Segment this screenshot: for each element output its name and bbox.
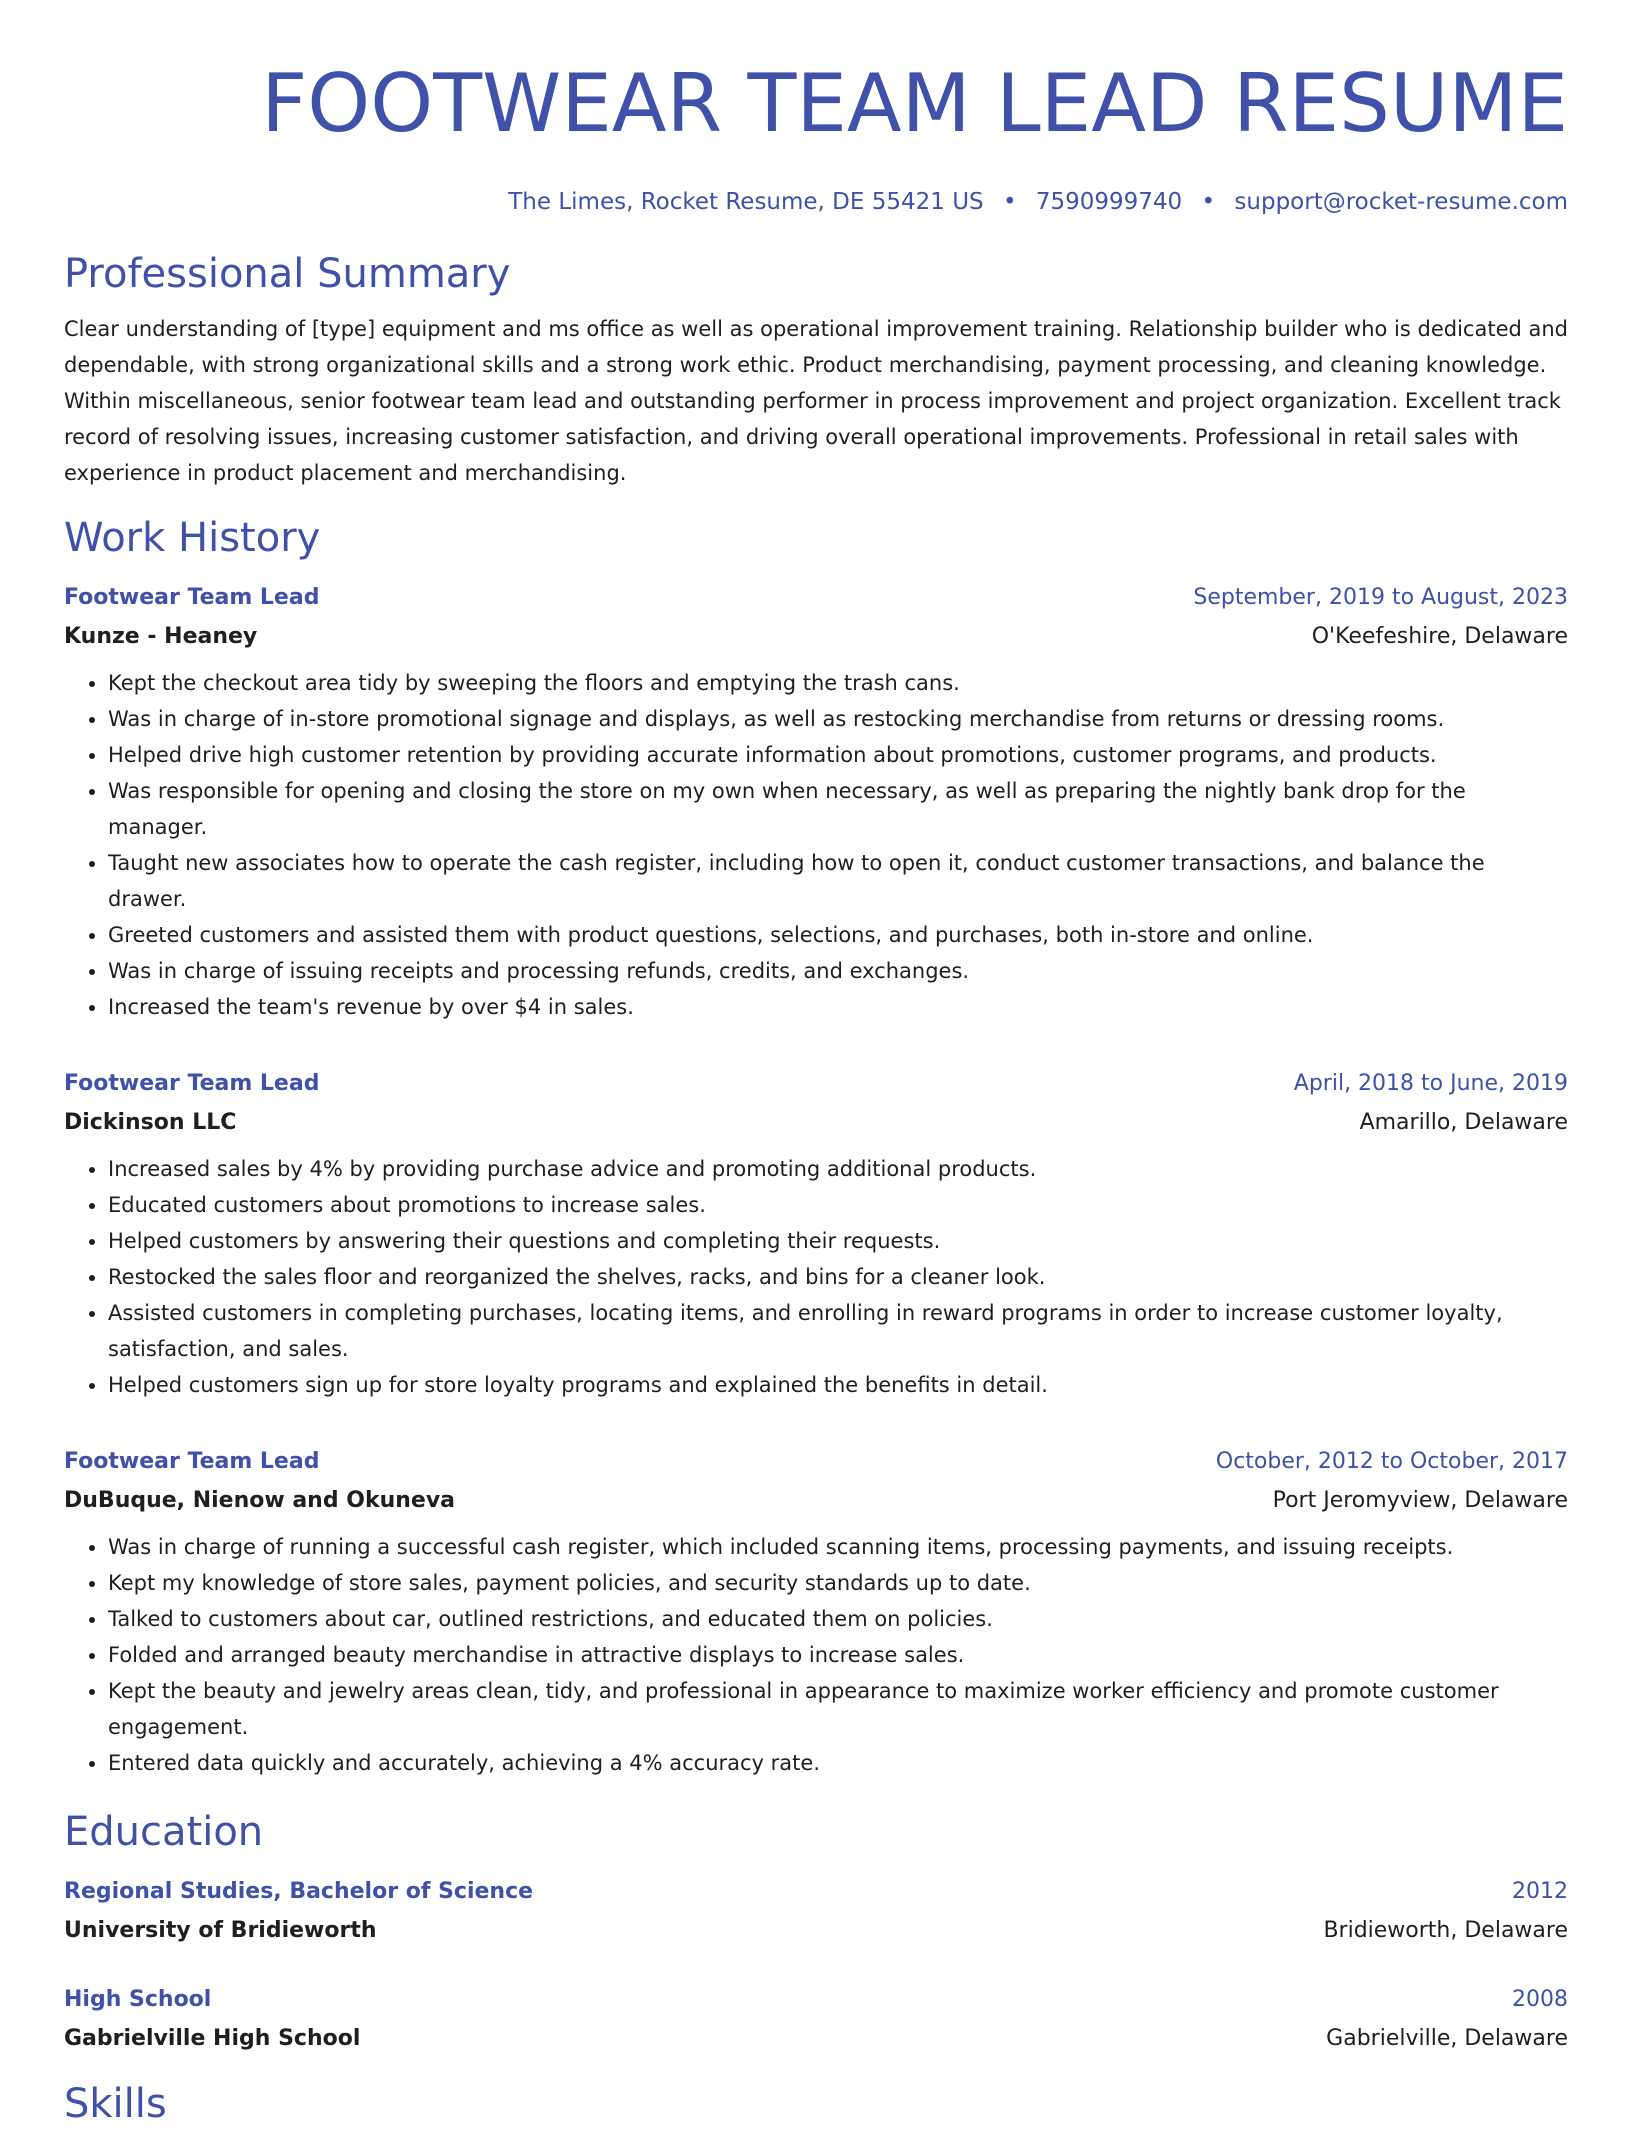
summary-heading: Professional Summary xyxy=(64,251,511,297)
education-heading: Education xyxy=(64,1809,264,1855)
job-bullet: • Helped customers by answering their questions and completing their requests. xyxy=(108,1223,1568,1259)
job-bullet: • Greeted customers and assisted them with product questions, selections, and purchases, both in-store and online. xyxy=(108,917,1568,953)
job-entry xyxy=(64,1065,1568,1403)
job-role: Footwear Team Lead xyxy=(64,1071,320,1096)
job-location: Port Jeromyview, Delaware xyxy=(1272,1488,1568,1513)
job-dates: April, 2018 to June, 2019 xyxy=(1293,1071,1568,1096)
job-dates: September, 2019 to August, 2023 xyxy=(1193,585,1568,610)
job-company: Kunze - Heaney xyxy=(64,624,258,649)
education-location: Gabrielville, Delaware xyxy=(1326,2026,1568,2051)
job-bullet: • Was in charge of running a successful cash register, which included scanning items, processing payments, and issuing receipts. xyxy=(108,1529,1568,1565)
skills-heading: Skills xyxy=(64,2081,167,2127)
job-bullet: • Was responsible for opening and closing the store on my own when necessary, as well as preparing the nightly bank drop for the manager. xyxy=(108,773,1568,845)
contact-email: support@rocket-resume.com xyxy=(1234,189,1568,215)
job-location: O'Keefeshire, Delaware xyxy=(1311,624,1568,649)
job-bullets xyxy=(64,1529,1568,1781)
resume-title: FOOTWEAR TEAM LEAD RESUME xyxy=(261,57,1568,150)
job-bullet: • Kept my knowledge of store sales, payment policies, and security standards up to date. xyxy=(108,1565,1568,1601)
education-entry xyxy=(64,1873,1568,1951)
job-entry xyxy=(64,1443,1568,1781)
education-degree: Regional Studies, Bachelor of Science xyxy=(64,1879,534,1904)
job-bullet: • Taught new associates how to operate the cash register, including how to open it, conduct customer transactions, and balance the drawer. xyxy=(108,845,1568,917)
job-bullet: • Assisted customers in completing purchases, locating items, and enrolling in reward programs in order to increase customer loyalty, satisfaction, and sales. xyxy=(108,1295,1568,1367)
job-bullet: • Educated customers about promotions to increase sales. xyxy=(108,1187,1568,1223)
contact-address: The Limes, Rocket Resume, DE 55421 US xyxy=(508,189,984,215)
education-location: Bridieworth, Delaware xyxy=(1323,1918,1568,1943)
job-company: DuBuque, Nienow and Okuneva xyxy=(64,1488,456,1513)
job-bullet: • Helped customers sign up for store loyalty programs and explained the benefits in detail. xyxy=(108,1367,1568,1403)
summary-text: Clear understanding of [type] equipment and ms office as well as operational improvement training. Relationship builder who is dedicated and dependable, with strong organizational skills and a strong work ethic. Product merchandising, payment processing, and cleaning knowledge. Within miscellaneous, senior footwear team lead and outstanding performer in process improvement and project organization. Excellent track record of resolving issues, increasing customer satisfaction, and driving overall operational improvements. Professional in retail sales with experience in product placement and merchandising. xyxy=(64,317,1569,485)
job-bullet: • Helped drive high customer retention by providing accurate information about promotions, customer programs, and products. xyxy=(108,737,1568,773)
education-school: Gabrielville High School xyxy=(64,2026,361,2051)
work-history-heading: Work History xyxy=(64,515,321,561)
job-bullet: • Kept the checkout area tidy by sweeping the floors and emptying the trash cans. xyxy=(108,665,1568,701)
job-bullet: • Was in charge of issuing receipts and processing refunds, credits, and exchanges. xyxy=(108,953,1568,989)
job-bullet: • Entered data quickly and accurately, achieving a 4% accuracy rate. xyxy=(108,1745,1568,1781)
job-role: Footwear Team Lead xyxy=(64,585,320,610)
work-history-list xyxy=(64,579,1568,1781)
job-bullets xyxy=(64,665,1568,1025)
education-year: 2008 xyxy=(1512,1987,1568,2012)
job-company: Dickinson LLC xyxy=(64,1110,237,1135)
education-school: University of Bridieworth xyxy=(64,1918,377,1943)
education-year: 2012 xyxy=(1512,1879,1568,1904)
job-entry xyxy=(64,579,1568,1025)
contact-line xyxy=(64,187,1568,217)
job-bullet: • Folded and arranged beauty merchandise in attractive displays to increase sales. xyxy=(108,1637,1568,1673)
contact-phone: 7590999740 xyxy=(1035,189,1183,215)
job-bullet: • Increased sales by 4% by providing purchase advice and promoting additional products. xyxy=(108,1151,1568,1187)
job-bullet: • Talked to customers about car, outlined restrictions, and educated them on policies. xyxy=(108,1601,1568,1637)
job-bullet: • Was in charge of in-store promotional signage and displays, as well as restocking merchandise from returns or dressing rooms. xyxy=(108,701,1568,737)
job-location: Amarillo, Delaware xyxy=(1359,1110,1568,1135)
job-bullet: • Increased the team's revenue by over $4 in sales. xyxy=(108,989,1568,1025)
job-bullets xyxy=(64,1151,1568,1403)
education-entry xyxy=(64,1981,1568,2059)
job-role: Footwear Team Lead xyxy=(64,1449,320,1474)
contact-separator: • xyxy=(1201,189,1216,215)
education-degree: High School xyxy=(64,1987,212,2012)
job-bullet: • Kept the beauty and jewelry areas clean, tidy, and professional in appearance to maximize worker efficiency and promote customer engagement. xyxy=(108,1673,1568,1745)
job-bullet: • Restocked the sales floor and reorganized the shelves, racks, and bins for a cleaner look. xyxy=(108,1259,1568,1295)
job-dates: October, 2012 to October, 2017 xyxy=(1215,1449,1568,1474)
contact-separator: • xyxy=(1002,189,1017,215)
